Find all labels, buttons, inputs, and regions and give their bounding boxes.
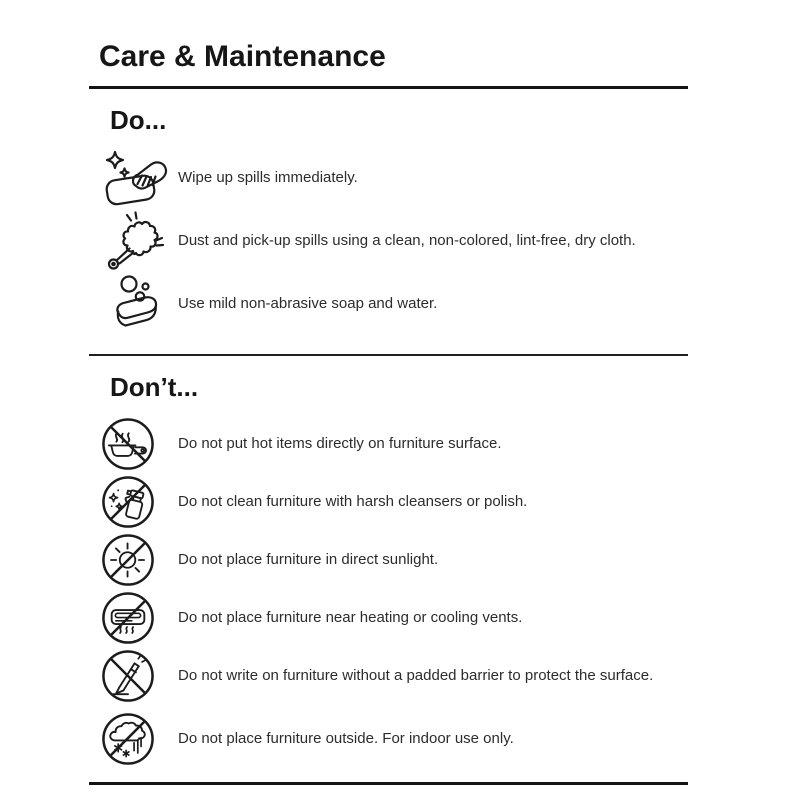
page-title: Care & Maintenance <box>99 40 386 73</box>
section-divider <box>89 354 688 356</box>
top-rule <box>89 86 688 89</box>
dont-item-text: Do not clean furniture with harsh cleansers or polish. <box>178 492 528 510</box>
dont-item-row <box>96 416 716 472</box>
no-outdoor-icon <box>96 711 176 767</box>
dont-item-text: Do not place furniture near heating or cooling vents. <box>178 608 523 626</box>
do-item-text: Dust and pick-up spills using a clean, non-colored, lint-free, dry cloth. <box>178 231 636 249</box>
do-item-row <box>96 273 716 335</box>
wiping-hand-icon <box>96 149 176 207</box>
dont-item-row <box>96 474 716 530</box>
do-item-row <box>96 149 716 207</box>
no-harsh-cleansers-icon <box>96 474 176 530</box>
dont-item-text: Do not place furniture outside. For indoor use only. <box>178 729 514 747</box>
do-section-heading: Do... <box>110 105 167 135</box>
do-item-text: Wipe up spills immediately. <box>178 168 358 186</box>
dont-item-row <box>96 590 716 646</box>
dont-item-row <box>96 648 716 704</box>
bottom-rule <box>89 782 688 785</box>
dont-section-heading: Don’t... <box>110 372 199 402</box>
feather-duster-icon <box>96 210 176 272</box>
sponge-bubbles-icon <box>96 273 176 335</box>
no-heating-vents-icon <box>96 590 176 646</box>
no-writing-icon <box>96 648 176 704</box>
dont-item-text: Do not write on furniture without a padded barrier to protect the surface. <box>178 666 654 684</box>
no-hot-items-icon <box>96 416 176 472</box>
dont-item-text: Do not put hot items directly on furniture surface. <box>178 434 502 452</box>
do-item-row <box>96 210 716 272</box>
no-direct-sunlight-icon <box>96 532 176 588</box>
dont-item-row <box>96 711 716 767</box>
do-item-text: Use mild non-abrasive soap and water. <box>178 294 438 312</box>
dont-item-row <box>96 532 716 588</box>
dont-item-text: Do not place furniture in direct sunlight. <box>178 550 439 568</box>
